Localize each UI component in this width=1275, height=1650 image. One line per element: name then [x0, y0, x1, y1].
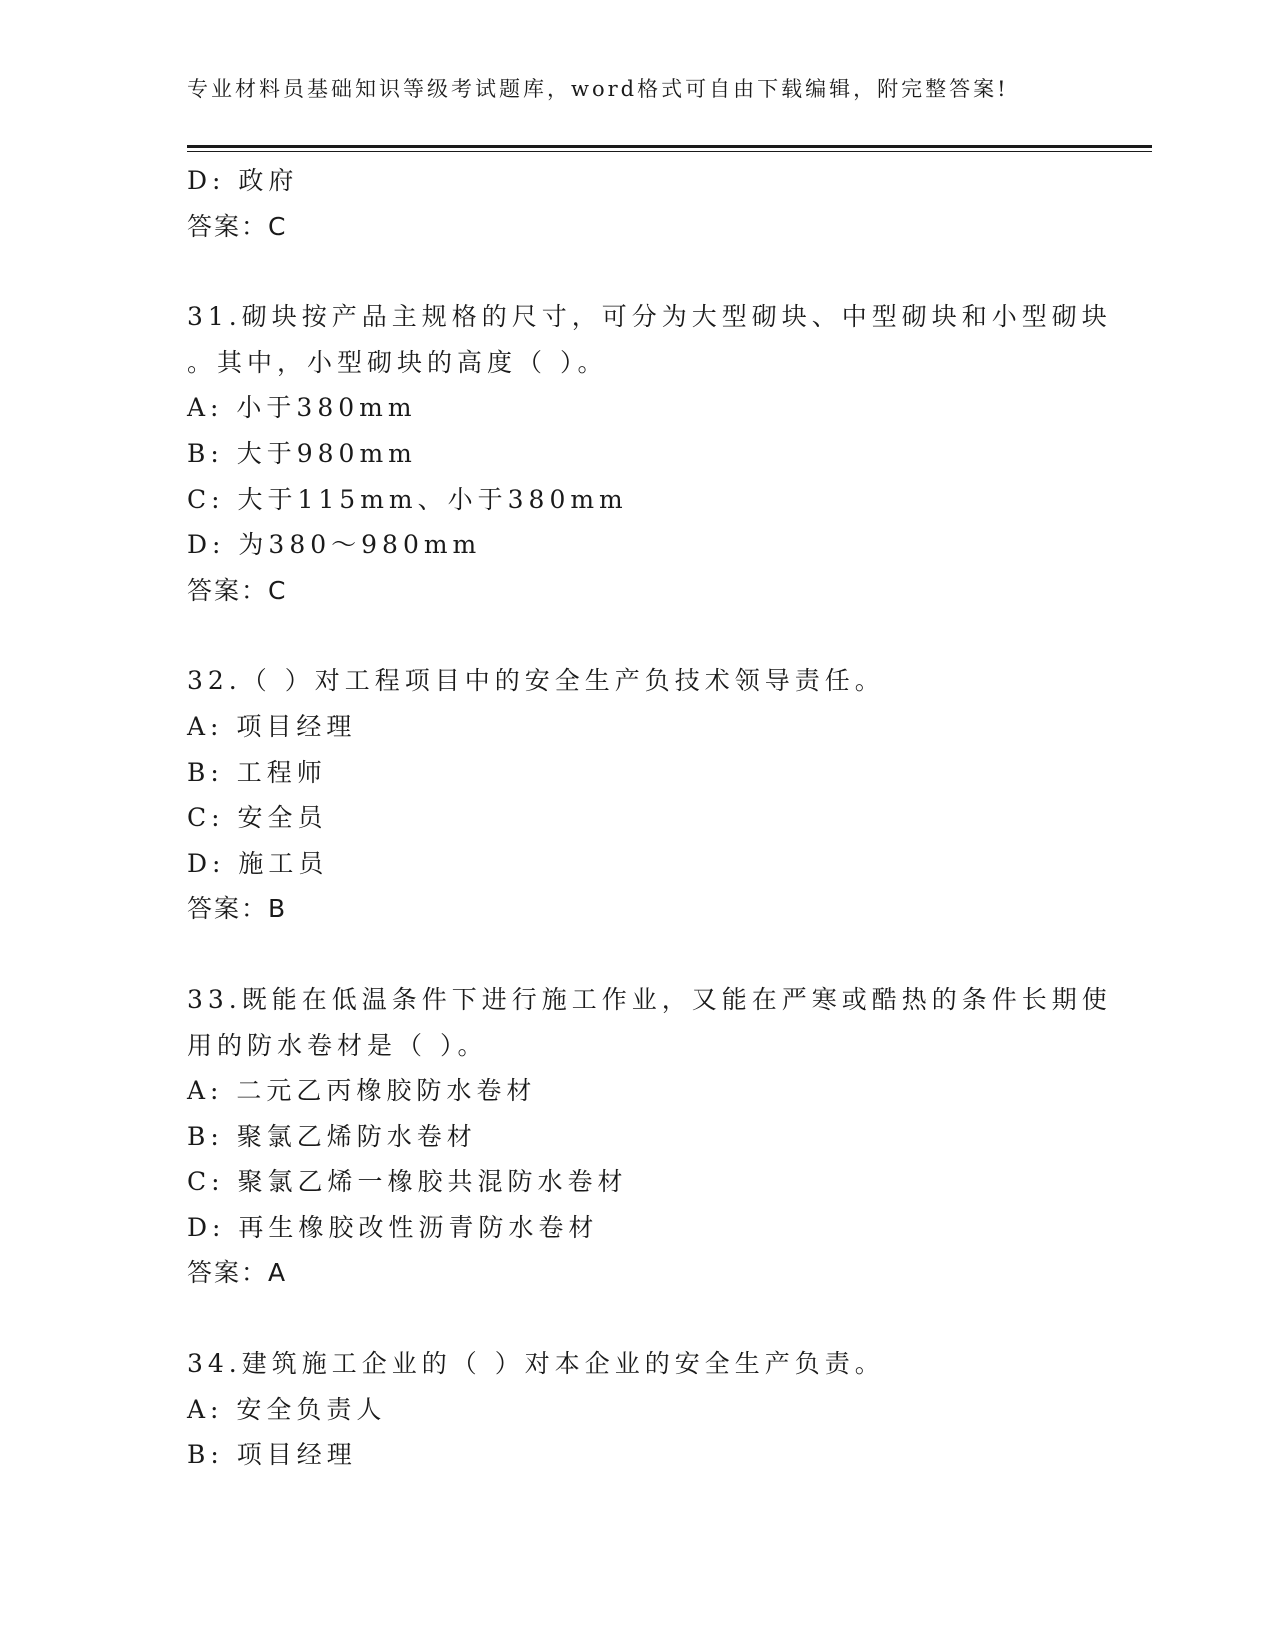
answer: 答案：C [187, 211, 288, 241]
document-body [187, 158, 1112, 1478]
page-header: 专业材料员基础知识等级考试题库，word格式可自由下载编辑，附完整答案! [187, 77, 1009, 101]
option-d: D: 为380～980mm [187, 530, 482, 560]
option-a: A: 项目经理 [187, 711, 357, 741]
question-stem: 31.砌块按产品主规格的尺寸，可分为大型砌块、中型砌块和小型砌块 [187, 302, 1112, 332]
answer: 答案：B [187, 894, 288, 924]
option-d: D: 政府 [187, 166, 299, 195]
option-a: A: 安全负责人 [187, 1394, 387, 1424]
option-a: A: 小于380mm [187, 393, 417, 423]
question-stem: 32.（ ）对工程项目中的安全生产负技术领导责任。 [187, 666, 885, 696]
question-31 [187, 294, 1112, 613]
option-a: A: 二元乙丙橡胶防水卷材 [187, 1076, 537, 1106]
question-stem: 33.既能在低温条件下进行施工作业，又能在严寒或酷热的条件长期使 [187, 984, 1112, 1014]
answer: 答案：A [187, 1258, 288, 1288]
option-b: B: 聚氯乙烯防水卷材 [187, 1121, 477, 1151]
option-b: B: 工程师 [187, 757, 327, 787]
answer: 答案：C [187, 575, 288, 605]
previous-question-fragment [187, 158, 1087, 249]
option-c: C: 聚氯乙烯一橡胶共混防水卷材 [187, 1167, 628, 1197]
question-32 [187, 658, 1087, 932]
question-stem-continued: 。其中，小型砌块的高度（ ）。 [187, 347, 608, 377]
option-d: D: 施工员 [187, 848, 329, 878]
option-c: C: 大于115mm、小于380mm [187, 484, 628, 514]
option-c: C: 安全员 [187, 803, 328, 833]
question-34 [187, 1341, 1087, 1478]
question-stem-continued: 用的防水卷材是（ ）。 [187, 1030, 488, 1060]
option-d: D: 再生橡胶改性沥青防水卷材 [187, 1212, 599, 1242]
question-33 [187, 977, 1112, 1296]
option-b: B: 项目经理 [187, 1440, 357, 1470]
option-b: B: 大于980mm [187, 438, 417, 468]
question-stem: 34.建筑施工企业的（ ）对本企业的安全生产负责。 [187, 1349, 885, 1379]
header-rule-thin [187, 151, 1152, 152]
header-rule-thick [187, 145, 1152, 148]
